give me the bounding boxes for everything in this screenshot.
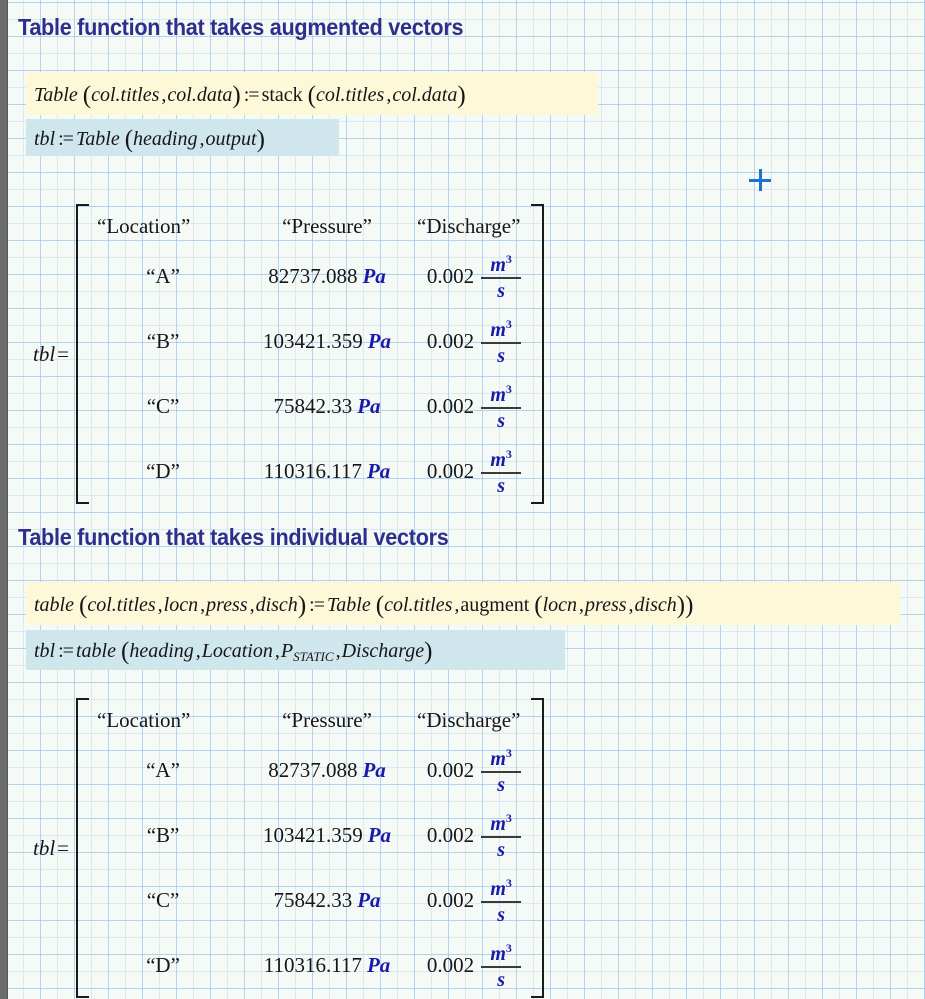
assign2-operator: := <box>58 640 73 662</box>
column-header-discharge: “Discharge” <box>417 213 521 238</box>
section-heading-individual-vectors: Table function that takes individual vectors <box>18 524 449 550</box>
column-header-discharge: “Discharge” <box>417 707 521 732</box>
fraction-bar <box>481 966 521 968</box>
table-row <box>89 439 531 504</box>
unit-pascal: Pa <box>367 823 392 847</box>
matrix-table <box>89 204 531 504</box>
assign2-lhs: tbl <box>34 640 56 662</box>
unit-pascal: Pa <box>357 888 381 912</box>
def-operator: := <box>243 84 259 106</box>
cell-discharge: 0.002 $\frac{m^3}{s}$ <box>417 738 531 803</box>
def-lhs-arg-1: col.titles <box>91 84 160 106</box>
cell-pressure: 75842.33 Pa <box>273 888 381 912</box>
column-header-location: “Location” <box>97 213 191 238</box>
def2-inner-arg-2: press <box>585 594 627 616</box>
matrix-left-bracket <box>76 698 89 998</box>
unit-cubic-metres-per-second: $\frac{m^3}{s}$ <box>481 252 521 302</box>
table-row <box>89 803 531 868</box>
def2-lhs-arg-4: disch <box>255 594 298 616</box>
def2-rhs-name: Table <box>326 594 371 616</box>
def2-rhs-inner-name: augment <box>460 594 530 616</box>
table-row <box>89 374 531 439</box>
column-header-location: “Location” <box>97 707 191 732</box>
cell-location: “A” <box>146 758 180 782</box>
cell-location: “D” <box>146 953 180 977</box>
cell-location: “B” <box>146 823 180 847</box>
function-definition-table[interactable]: table (col.titles ,locn ,press ,disch) := Table (col.titles ,augment (locn ,press ,disch)) <box>26 582 900 625</box>
def-rhs-arg-2: col.data <box>392 84 458 106</box>
def-rhs-arg-1: col.titles <box>316 84 385 106</box>
column-header-pressure: “Pressure” <box>282 707 372 732</box>
result-label-tbl: tbl= <box>33 341 70 366</box>
matrix-table <box>89 698 531 998</box>
matrix-tbl-augmented <box>76 204 544 504</box>
fraction-bar <box>481 342 521 344</box>
assign2-rhs-arg-3-subscript: STATIC <box>293 649 334 664</box>
def-lhs-name: Table <box>34 84 78 106</box>
section-heading-augmented-vectors: Table function that takes augmented vectors <box>18 14 464 40</box>
assign-operator: := <box>58 128 73 150</box>
fraction-bar <box>481 836 521 838</box>
table-row <box>89 738 531 803</box>
unit-pascal: Pa <box>357 394 381 418</box>
unit-cubic-metres-per-second: $\frac{m^3}{s}$ <box>481 876 521 926</box>
cell-pressure: 103421.359 Pa <box>262 823 392 847</box>
table-row <box>89 933 531 998</box>
def2-rhs-arg-1: col.titles <box>384 594 453 616</box>
table-header-row <box>89 204 531 244</box>
function-definition-Table[interactable]: Table (col.titles ,col.data) := stack (col.titles ,col.data) <box>26 72 598 115</box>
table-header-row <box>89 698 531 738</box>
assign-lhs: tbl <box>34 128 56 150</box>
def2-inner-arg-1: locn <box>542 594 578 616</box>
assignment-tbl-augmented[interactable]: tbl := Table (heading ,output) <box>26 119 339 156</box>
matrix-right-bracket <box>531 698 544 998</box>
cell-discharge: 0.002 $\frac{m^3}{s}$ <box>417 868 531 933</box>
unit-pascal: Pa <box>362 758 386 782</box>
unit-cubic-metres-per-second: $\frac{m^3}{s}$ <box>481 746 521 796</box>
unit-pascal: Pa <box>362 264 386 288</box>
def2-inner-arg-3: disch <box>634 594 677 616</box>
assign2-rhs-arg-2: Location <box>201 640 273 662</box>
cell-discharge: 0.002 $\frac{m^3}{s}$ <box>417 309 531 374</box>
cell-discharge: 0.002 $\frac{m^3}{s}$ <box>417 439 531 504</box>
fraction-bar <box>481 771 521 773</box>
crosshair-cursor <box>749 169 771 191</box>
result-label-tbl: tbl= <box>33 835 70 860</box>
cell-discharge: 0.002 $\frac{m^3}{s}$ <box>417 244 531 309</box>
unit-cubic-metres-per-second: $\frac{m^3}{s}$ <box>481 941 521 991</box>
cell-location: “C” <box>146 394 180 418</box>
fraction-bar <box>481 407 521 409</box>
table-row <box>89 244 531 309</box>
fraction-bar <box>481 901 521 903</box>
matrix-tbl-individual <box>76 698 544 998</box>
unit-cubic-metres-per-second: $\frac{m^3}{s}$ <box>481 811 521 861</box>
cell-discharge: 0.002 $\frac{m^3}{s}$ <box>417 374 531 439</box>
table-row <box>89 868 531 933</box>
def2-lhs-arg-2: locn <box>163 594 199 616</box>
assign2-rhs-arg-3: P <box>280 640 294 662</box>
cell-pressure: 75842.33 Pa <box>273 394 381 418</box>
assign-rhs-name: Table <box>75 128 120 150</box>
left-margin-gutter <box>0 0 8 999</box>
unit-cubic-metres-per-second: $\frac{m^3}{s}$ <box>481 447 521 497</box>
matrix-left-bracket <box>76 204 89 504</box>
column-header-pressure: “Pressure” <box>282 213 372 238</box>
def-rhs-name: stack <box>261 84 303 106</box>
cell-location: “B” <box>146 329 180 353</box>
cell-discharge: 0.002 $\frac{m^3}{s}$ <box>417 933 531 998</box>
def2-operator: := <box>309 594 324 616</box>
unit-cubic-metres-per-second: $\frac{m^3}{s}$ <box>481 317 521 367</box>
cell-discharge: 0.002 $\frac{m^3}{s}$ <box>417 803 531 868</box>
def2-lhs-arg-1: col.titles <box>87 594 156 616</box>
assign2-rhs-arg-1: heading <box>129 640 194 662</box>
assign-rhs-arg-2: output <box>205 128 257 150</box>
def-lhs-arg-2: col.data <box>167 84 233 106</box>
assign-rhs-arg-1: heading <box>133 128 198 150</box>
fraction-bar <box>481 472 521 474</box>
def2-lhs-arg-3: press <box>206 594 248 616</box>
def2-lhs-name: table <box>34 594 74 616</box>
cell-pressure: 82737.088 Pa <box>268 264 386 288</box>
table-row <box>89 309 531 374</box>
crosshair-horizontal-bar <box>749 179 771 182</box>
assign2-rhs-name: table <box>75 640 116 662</box>
unit-pascal: Pa <box>366 953 391 977</box>
fraction-bar <box>481 277 521 279</box>
cell-pressure: 110316.117 Pa <box>263 459 391 483</box>
result-region-tbl-augmented[interactable] <box>33 204 544 504</box>
cell-pressure: 82737.088 Pa <box>268 758 386 782</box>
cell-location: “A” <box>146 264 180 288</box>
cell-location: “C” <box>146 888 180 912</box>
matrix-right-bracket <box>531 204 544 504</box>
unit-pascal: Pa <box>367 329 392 353</box>
crosshair-vertical-bar <box>759 169 762 191</box>
cell-location: “D” <box>146 459 180 483</box>
cell-pressure: 110316.117 Pa <box>263 953 391 977</box>
cell-pressure: 103421.359 Pa <box>262 329 392 353</box>
result-region-tbl-individual[interactable] <box>33 698 544 998</box>
assignment-tbl-individual[interactable]: tbl := table (heading ,Location $,P_{STATIC}$ ,Discharge) <box>26 630 565 670</box>
assign2-rhs-arg-4: Discharge <box>341 640 425 662</box>
unit-cubic-metres-per-second: $\frac{m^3}{s}$ <box>481 382 521 432</box>
unit-pascal: Pa <box>366 459 391 483</box>
